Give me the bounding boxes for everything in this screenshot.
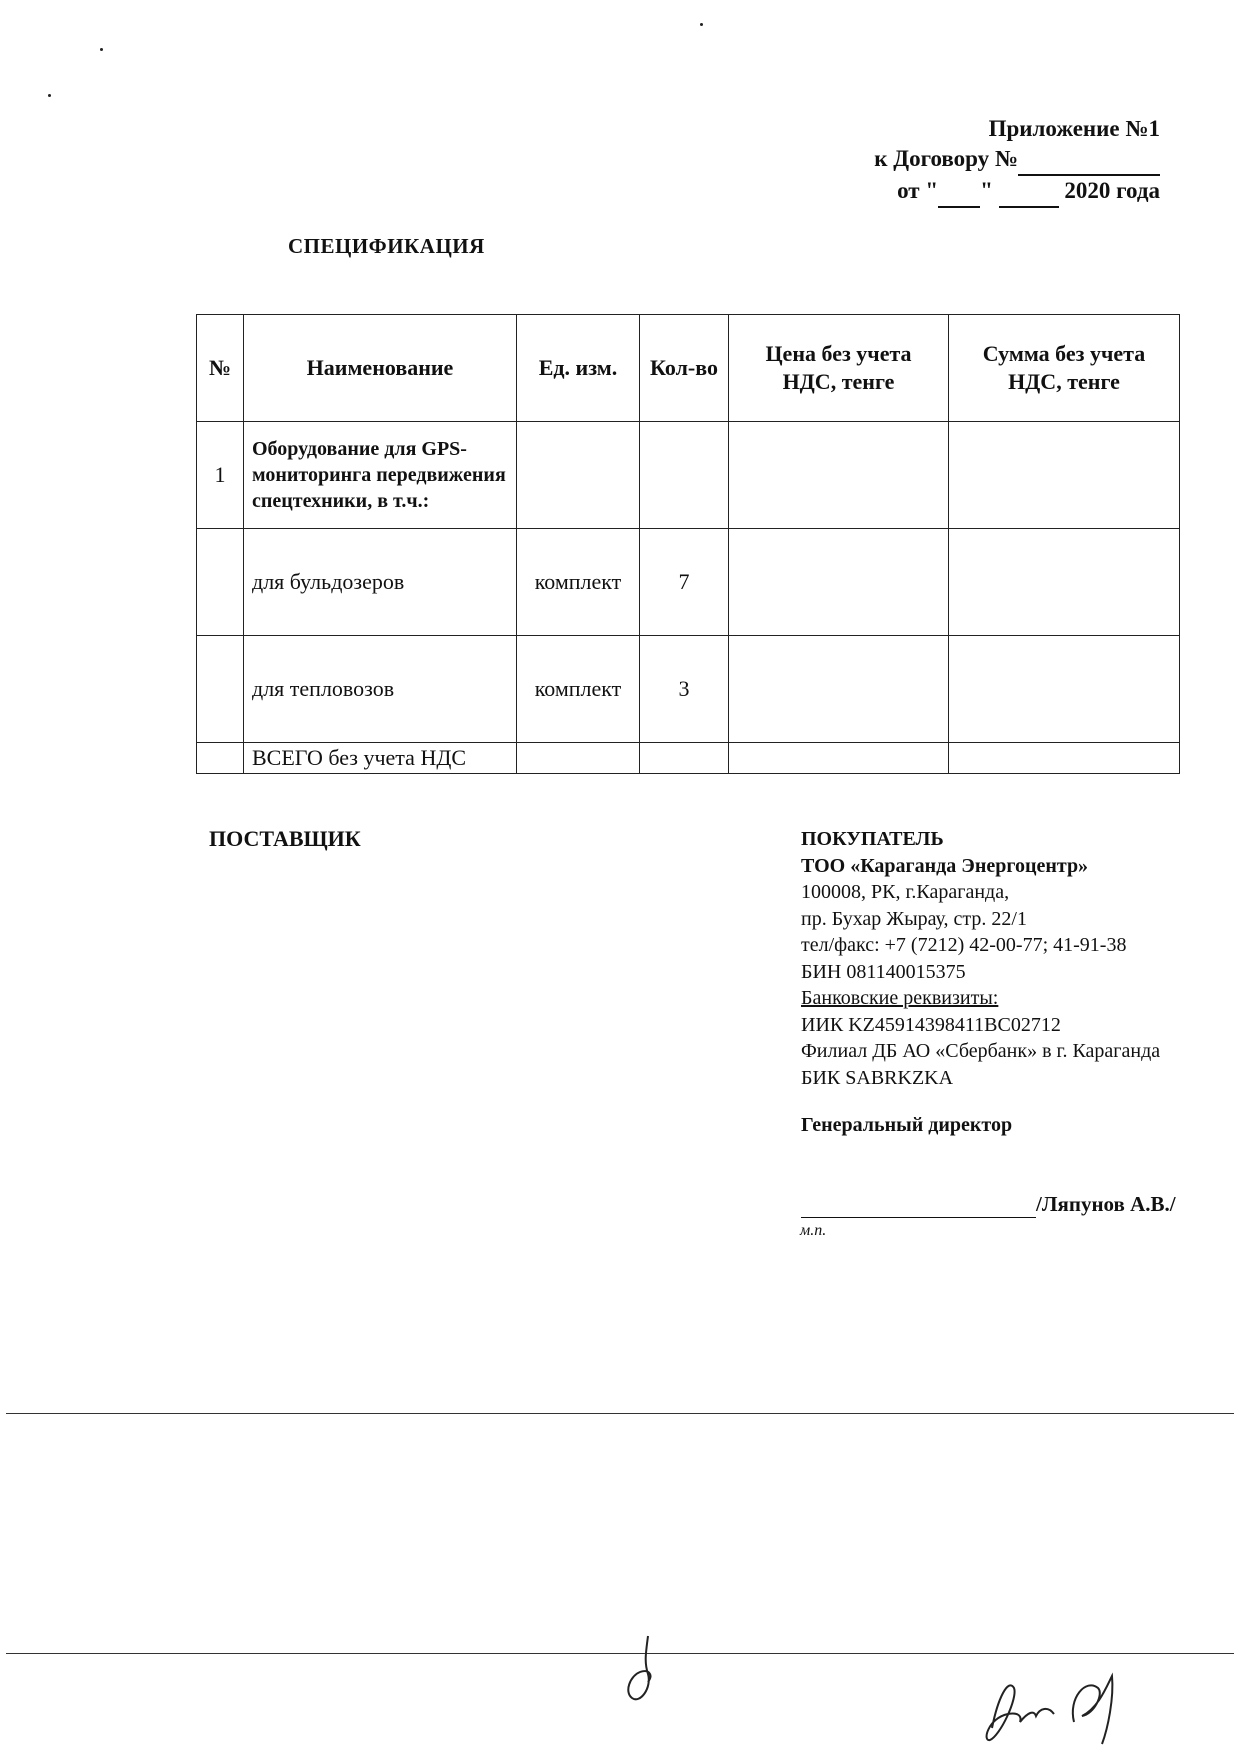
signature-blank[interactable]: [801, 1192, 1036, 1218]
handwritten-signature-icon: [978, 1658, 1138, 1748]
contract-date: [874, 176, 1160, 208]
total-qty-cell: [640, 743, 729, 774]
page-title: СПЕЦИФИКАЦИЯ: [288, 234, 485, 258]
scan-speck: [100, 48, 103, 51]
item-sum: [949, 529, 1180, 636]
date-month-blank[interactable]: [999, 176, 1059, 208]
column-header: №: [197, 315, 244, 422]
total-sum-cell: [949, 743, 1180, 774]
stamp-place-label: м.п.: [800, 1222, 827, 1239]
column-header: Наименование: [244, 315, 517, 422]
date-mid: ": [980, 178, 993, 203]
item-price: [729, 636, 949, 743]
scan-speck: [48, 94, 51, 97]
document-header: [874, 114, 1160, 208]
total-number-cell: [197, 743, 244, 774]
item-price: [729, 422, 949, 529]
buyer-address-line: пр. Бухар Жырау, стр. 22/1: [801, 907, 1027, 930]
item-qty: [640, 422, 729, 529]
item-price: [729, 529, 949, 636]
row-number: [197, 636, 244, 743]
total-price-cell: [729, 743, 949, 774]
supplier-heading: ПОСТАВЩИК: [209, 826, 361, 851]
row-number: [197, 529, 244, 636]
column-header: Ед. изм.: [517, 315, 640, 422]
specification-table: [196, 314, 1180, 774]
date-day-blank[interactable]: [938, 176, 980, 208]
buyer-heading: ПОКУПАТЕЛЬ: [801, 828, 944, 850]
table-header-row: [197, 315, 1180, 422]
item-name: для тепловозов: [244, 636, 517, 743]
appendix-label: Приложение №1: [988, 116, 1160, 141]
table-row: [197, 529, 1180, 636]
contract-number-blank[interactable]: [1018, 144, 1160, 176]
item-name: Оборудование для GPS-мониторинга передвижения спецтехники, в т.ч.:: [244, 422, 517, 529]
date-suffix: 2020 года: [1064, 178, 1160, 203]
row-number: 1: [197, 422, 244, 529]
buyer-bank-branch: Филиал ДБ АО «Сбербанк» в г. Караганда: [801, 1040, 1161, 1062]
item-unit: [517, 422, 640, 529]
item-name: для бульдозеров: [244, 529, 517, 636]
buyer-bik: БИК SABRKZKA: [801, 1066, 954, 1089]
column-header: Цена без учета НДС, тенге: [729, 315, 949, 422]
scan-speck: [700, 23, 703, 26]
table-row: [197, 636, 1180, 743]
buyer-bin: БИН 081140015375: [801, 960, 966, 983]
buyer-company: ТОО «Караганда Энергоцентр»: [801, 854, 1089, 877]
director-title: Генеральный директор: [801, 1114, 1013, 1136]
item-qty: 3: [640, 636, 729, 743]
bank-details-heading: Банковские реквизиты:: [801, 987, 999, 1009]
item-unit: комплект: [517, 636, 640, 743]
total-row: [197, 743, 1180, 774]
item-unit: комплект: [517, 529, 640, 636]
item-sum: [949, 422, 1180, 529]
buyer-block: [801, 826, 1160, 1091]
item-qty: 7: [640, 529, 729, 636]
buyer-phone: тел/факс: +7 (7212) 42-00-77; 41-91-38: [801, 934, 1127, 956]
contract-reference: [874, 144, 1160, 176]
column-header: Сумма без учета НДС, тенге: [949, 315, 1180, 422]
item-sum: [949, 636, 1180, 743]
director-name: /Ляпунов А.В./: [1036, 1192, 1176, 1216]
total-label: ВСЕГО без учета НДС: [244, 743, 517, 774]
total-unit-cell: [517, 743, 640, 774]
signature-line: [801, 1192, 1176, 1218]
date-prefix: от ": [897, 178, 939, 203]
contract-prefix: к Договору №: [874, 146, 1018, 171]
buyer-iik: ИИК KZ45914398411BC02712: [801, 1013, 1061, 1036]
divider-line: [6, 1413, 1234, 1414]
table-row: [197, 422, 1180, 529]
buyer-address-line: 100008, РК, г.Караганда,: [801, 881, 1010, 903]
column-header: Кол-во: [640, 315, 729, 422]
initials-signature-icon: [618, 1632, 668, 1712]
